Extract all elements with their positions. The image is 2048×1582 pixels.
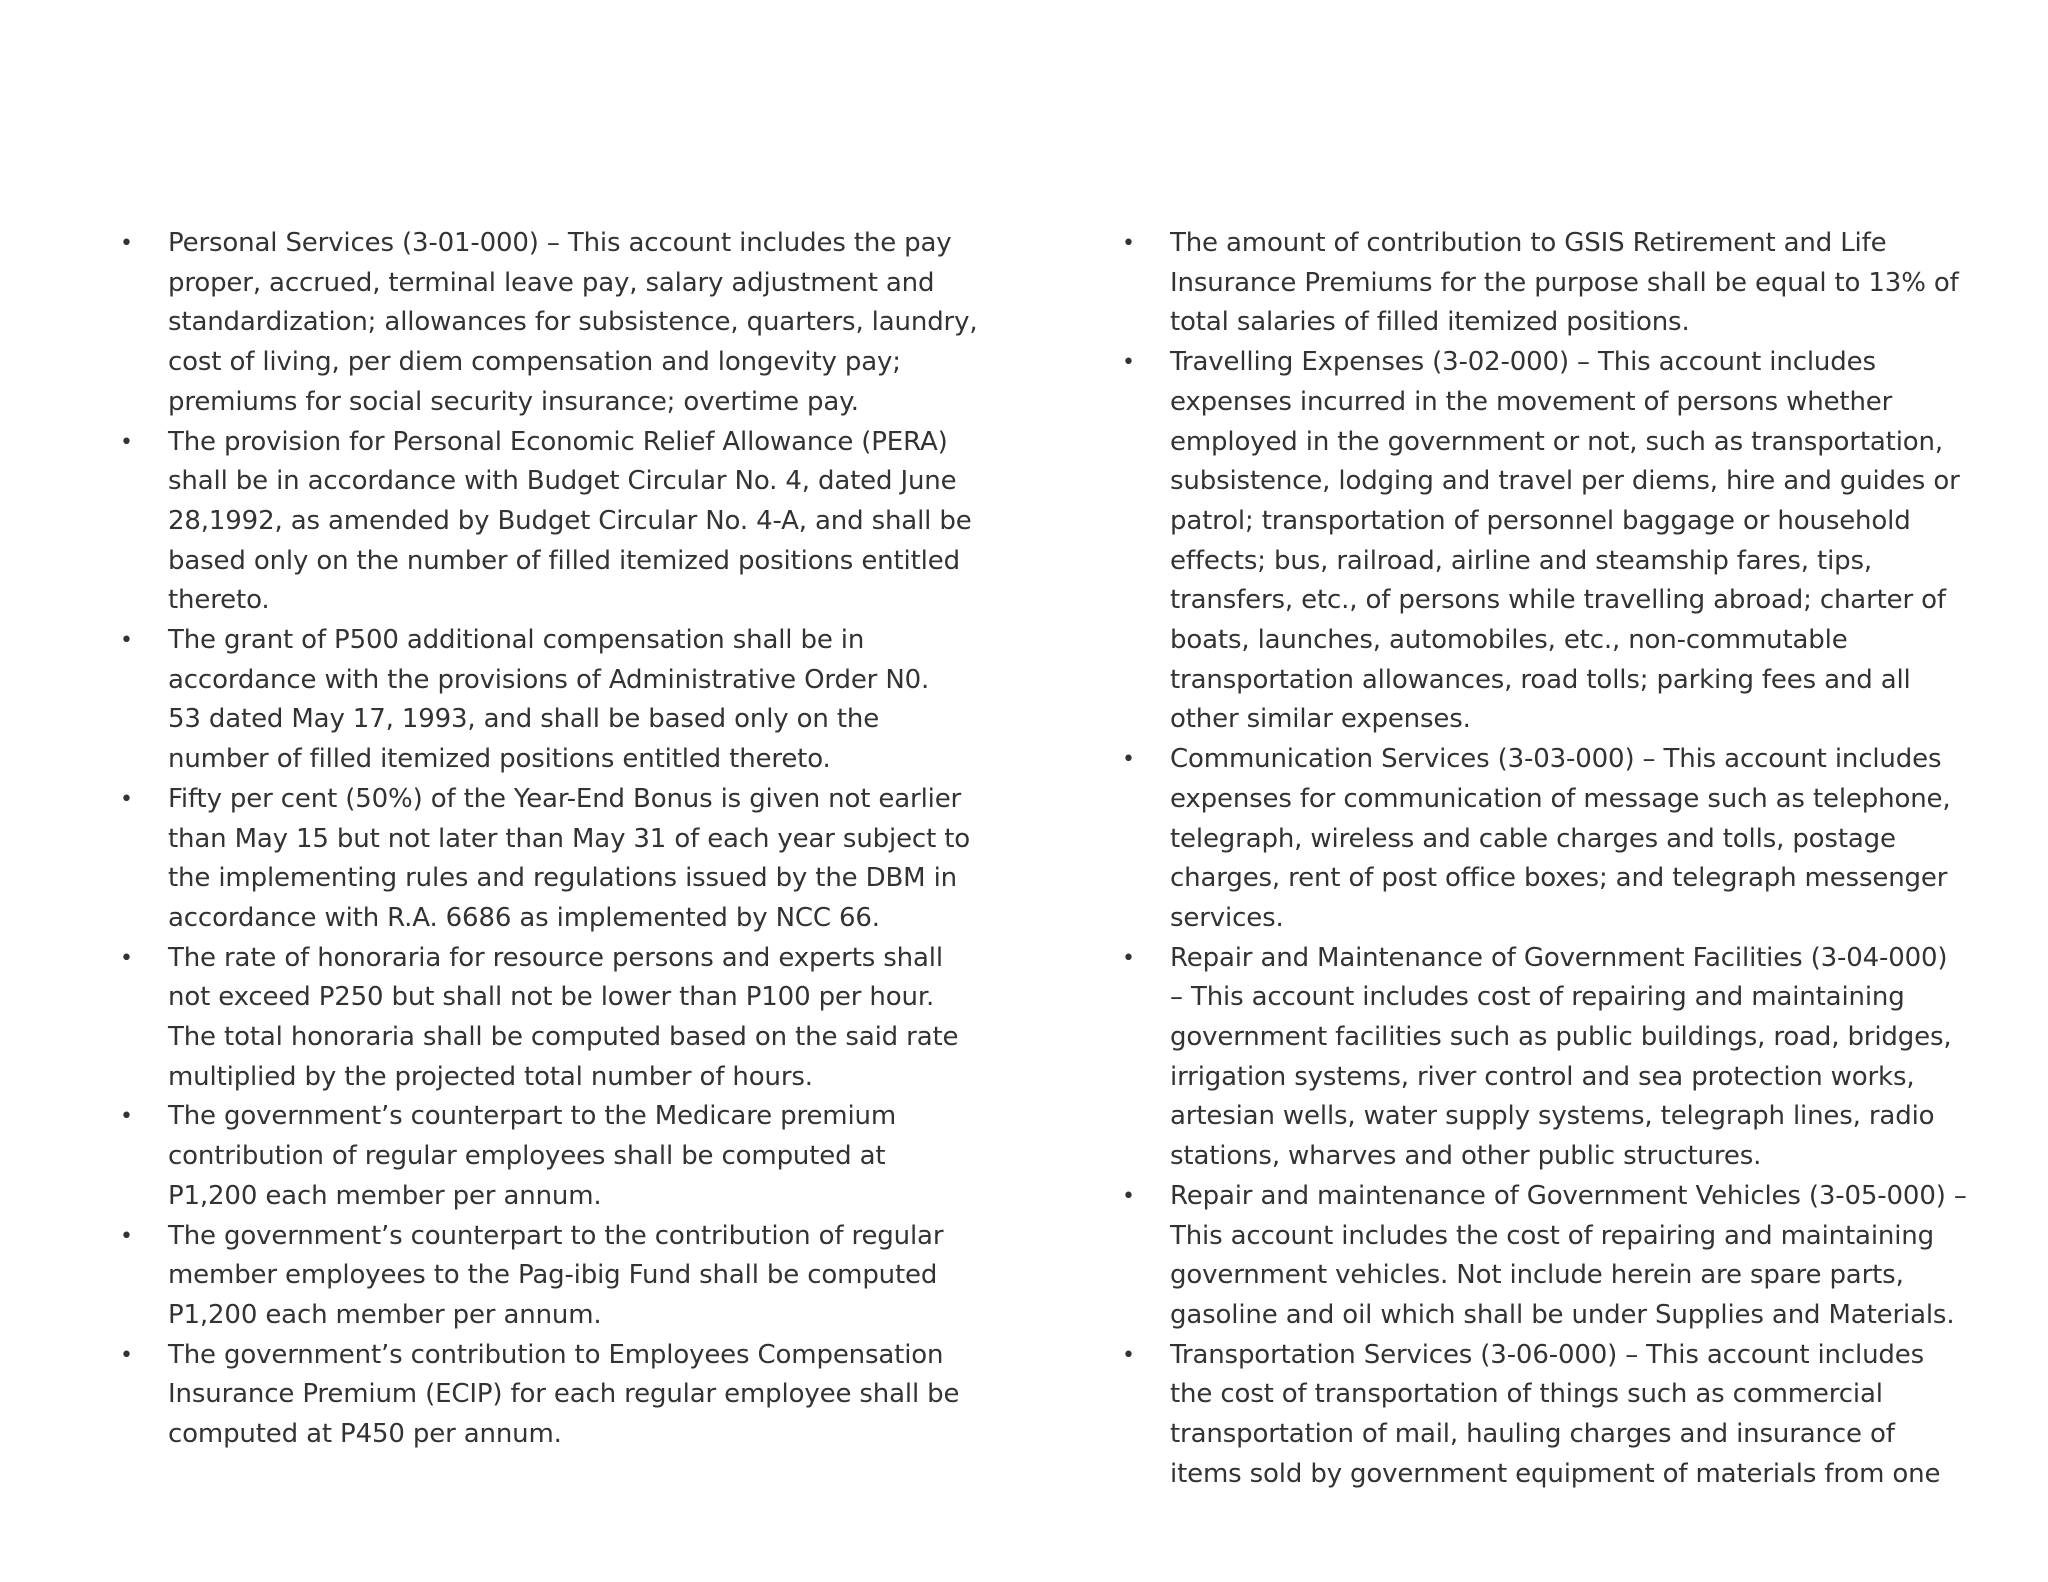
bullet-item-travelling-expenses: • Travelling Expenses (3-02-000) – This account includes expenses incurred in the movement of persons whether employed in the government or not, such as transportation, subsistence, lodging and travel per diems, hire and guides or patrol; transportation of personnel baggage or household effects; bus, railroad, airline and steamship fares, tips, transfers, etc., of persons while travelling abroad; charter of boats, launches, automobiles, etc., non-commutable transportation allowances, road tolls; parking fees and all other similar expenses. — [1122, 343, 2002, 740]
right-column-bullet-list — [1122, 224, 2002, 1495]
left-column-bullet-list — [120, 224, 1000, 1455]
bullet-item-ecip: • The government’s contribution to Employees Compensation Insurance Premium (ECIP) for each regular employee shall be computed at P450 per annum. — [120, 1336, 1000, 1455]
bullet-item-repair-vehicles: • Repair and maintenance of Government Vehicles (3-05-000) – This account includes the cost of repairing and maintaining government vehicles. Not include herein are spare parts, gasoline and oil which shall be under Supplies and Materials. — [1122, 1177, 2002, 1336]
bullet-item-repair-facilities: • Repair and Maintenance of Government Facilities (3-04-000) – This account includes cost of repairing and maintaining government facilities such as public buildings, road, bridges, irrigation systems, river control and sea protection works, artesian wells, water supply systems, telegraph lines, radio stations, wharves and other public structures. — [1122, 939, 2002, 1177]
bullet-item-medicare: • The government’s counterpart to the Medicare premium contribution of regular employees shall be computed at P1,200 each member per annum. — [120, 1097, 1000, 1216]
bullet-item-communication-services: • Communication Services (3-03-000) – This account includes expenses for communication of message such as telephone, telegraph, wireless and cable charges and tolls, postage charges, rent of post office boxes; and telegraph messenger services. — [1122, 740, 2002, 939]
bullet-item-personal-services: • Personal Services (3-01-000) – This account includes the pay proper, accrued, terminal leave pay, salary adjustment and standardization; allowances for subsistence, quarters, laundry, cost of living, per diem compensation and longevity pay; premiums for social security insurance; overtime pay. — [120, 224, 1000, 423]
bullet-item-additional-compensation: • The grant of P500 additional compensation shall be in accordance with the provisions of Administrative Order N0. 53 dated May 17, 1993, and shall be based only on the number of filled itemized positions entitled thereto. — [120, 621, 1000, 780]
bullet-item-pera: • The provision for Personal Economic Relief Allowance (PERA) shall be in accordance with Budget Circular No. 4, dated June 28,1992, as amended by Budget Circular No. 4-A, and shall be based only on the number of filled itemized positions entitled thereto. — [120, 423, 1000, 622]
bullet-item-honoraria: • The rate of honoraria for resource persons and experts shall not exceed P250 but shall not be lower than P100 per hour. The total honoraria shall be computed based on the said rate multiplied by the projected total number of hours. — [120, 939, 1000, 1098]
bullet-item-pag-ibig: • The government’s counterpart to the contribution of regular member employees to the Pag-ibig Fund shall be computed P1,200 each member per annum. — [120, 1217, 1000, 1336]
bullet-item-transportation-services: • Transportation Services (3-06-000) – This account includes the cost of transportation of things such as commercial transportation of mail, hauling charges and insurance of items sold by government equipment of materials from one — [1122, 1336, 2002, 1495]
bullet-item-gsis: • The amount of contribution to GSIS Retirement and Life Insurance Premiums for the purpose shall be equal to 13% of total salaries of filled itemized positions. — [1122, 224, 2002, 343]
bullet-item-year-end-bonus: • Fifty per cent (50%) of the Year-End Bonus is given not earlier than May 15 but not later than May 31 of each year subject to the implementing rules and regulations issued by the DBM in accordance with R.A. 6686 as implemented by NCC 66. — [120, 780, 1000, 939]
